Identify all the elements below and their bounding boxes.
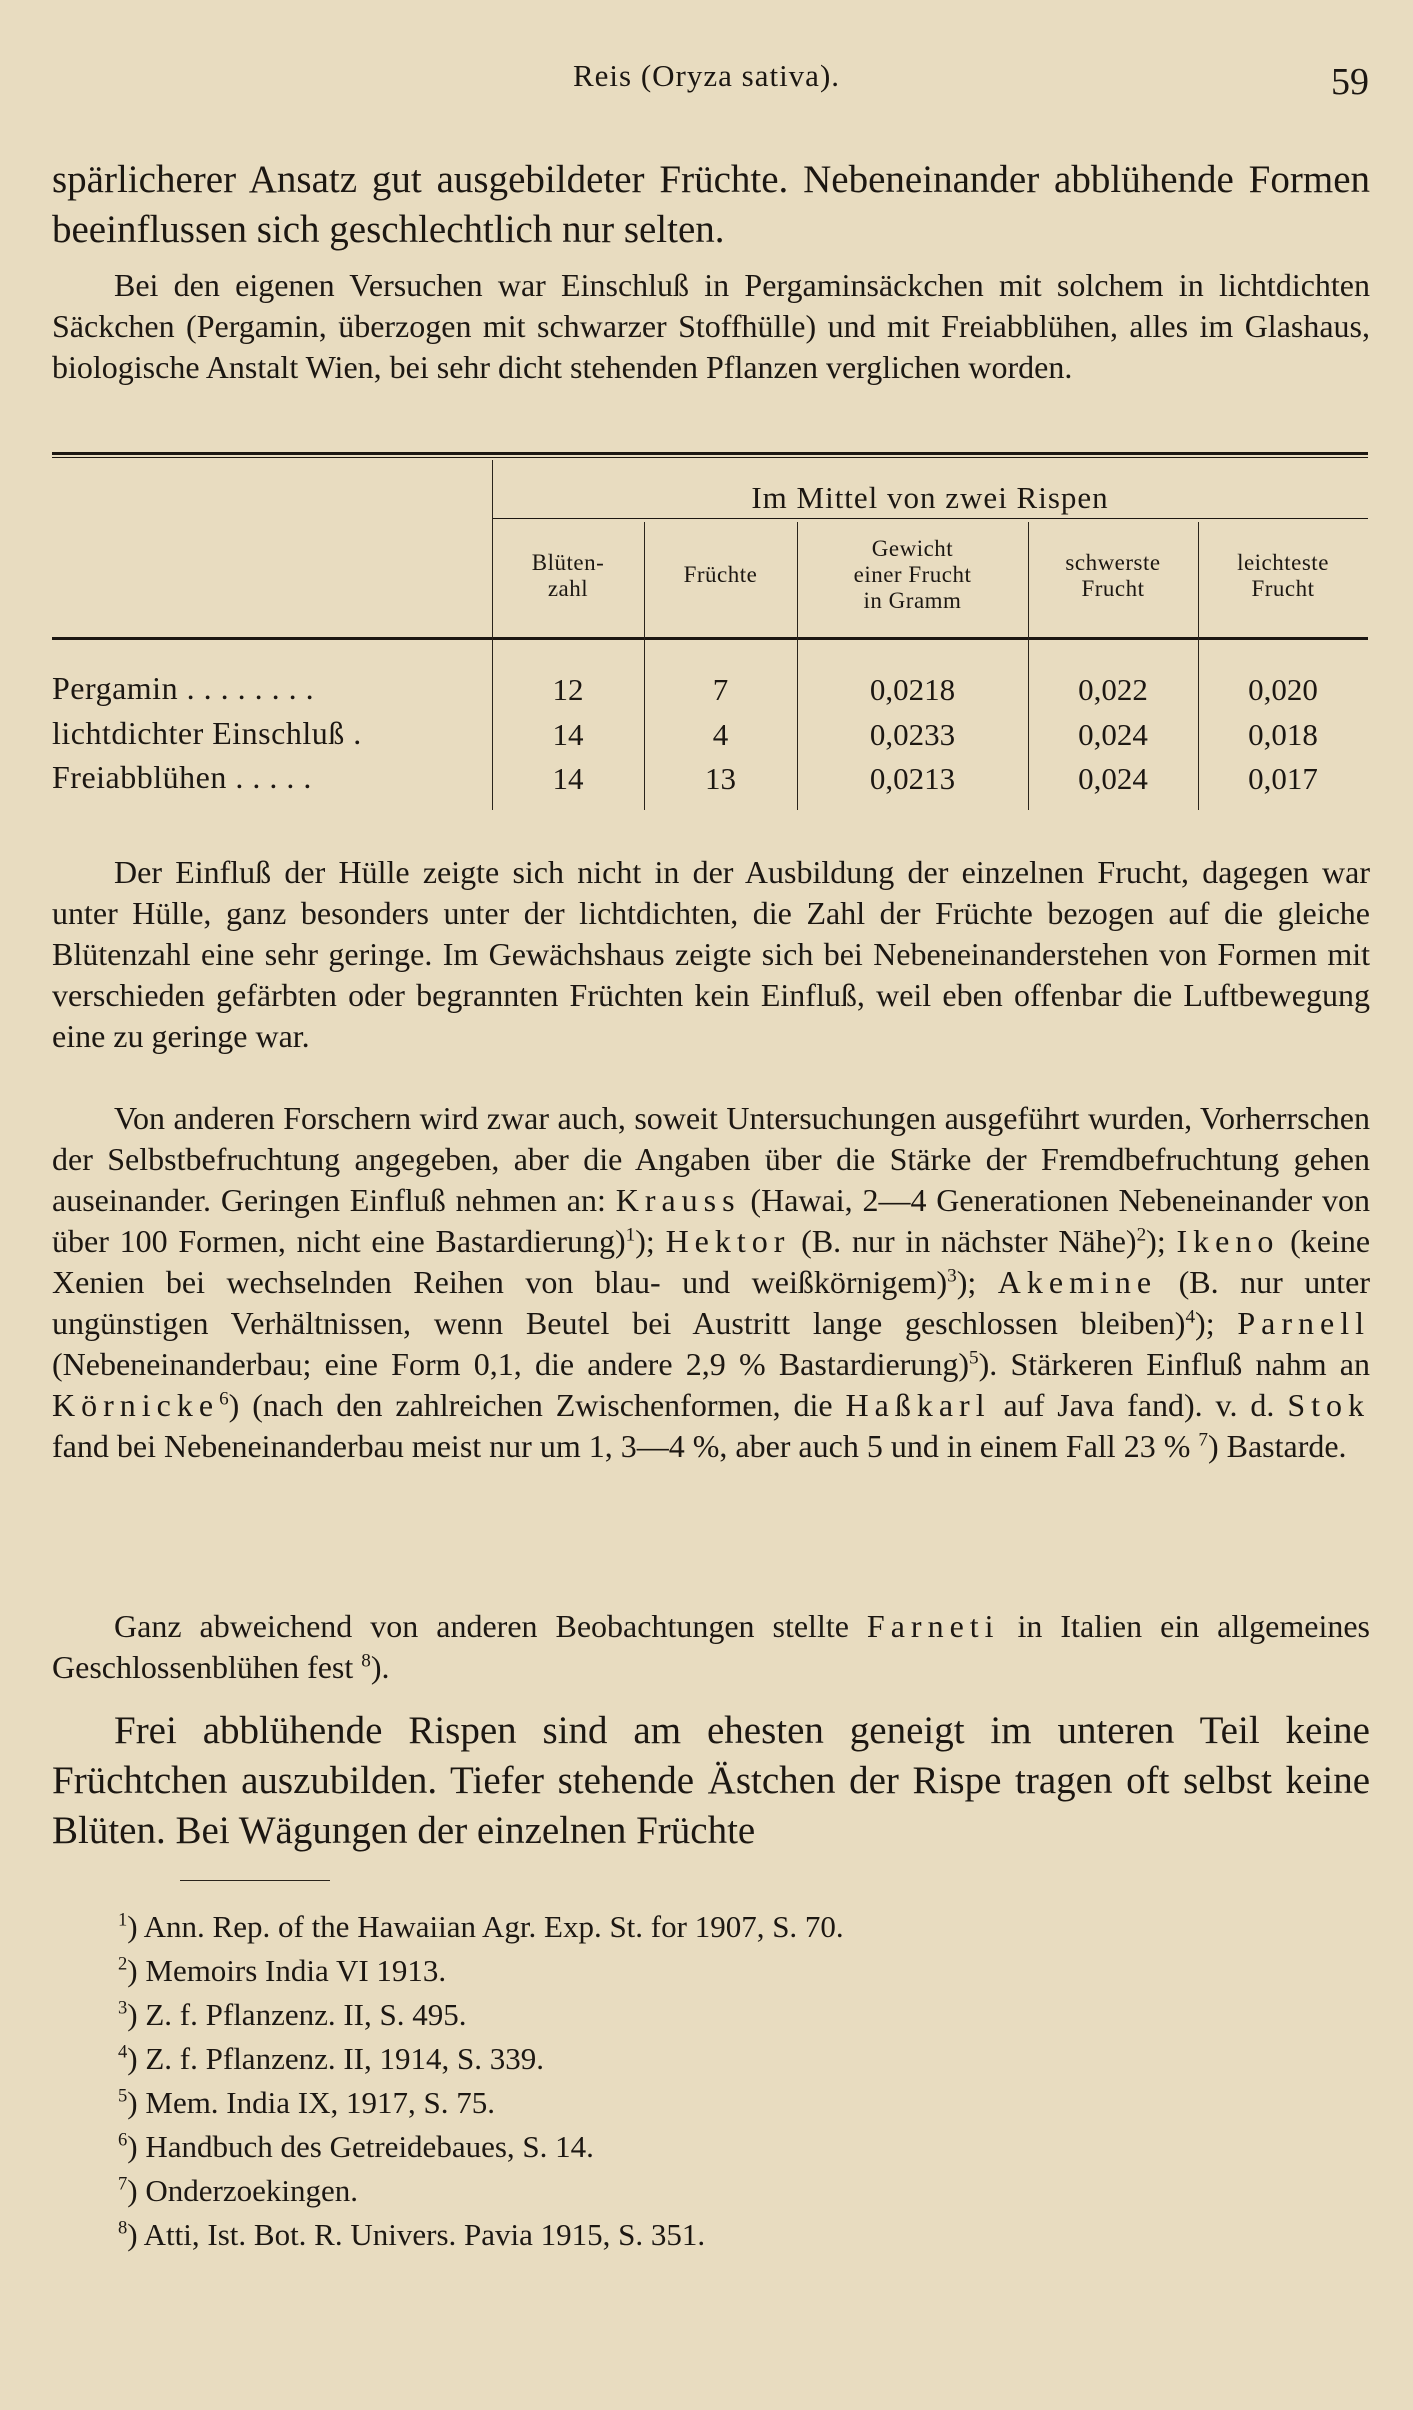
- author-name: Hektor: [665, 1223, 791, 1259]
- footnote-ref: 4: [1185, 1306, 1196, 1328]
- footnote: $^1$) Ann. Rep. of the Hawaiian Agr. Exp. St. for 1907, S. 70.: [118, 1909, 844, 1944]
- table-cell: 0,0218: [869, 672, 956, 707]
- table-cell: 14: [552, 761, 584, 796]
- method-paragraph: Bei den eigenen Versuchen war Einschluß in Pergaminsäckchen mit solchem in lichtdichten Säckchen (Pergamin, überzogen mit schwarzer Stoffhülle) und mit Freiabblühen, alles im Glashaus, biologische Anstalt Wien, bei sehr dicht stehenden Pflanzen verglichen worden.: [52, 267, 1370, 385]
- col-header-leichteste: leichteste Frucht: [1237, 550, 1329, 601]
- author-name: Stok: [1287, 1387, 1370, 1423]
- footnotes: [118, 1905, 844, 2257]
- footnote: $^8$) Atti, Ist. Bot. R. Univers. Pavia 1915, S. 351.: [118, 2217, 706, 2252]
- footnote-ref: 5: [968, 1347, 979, 1369]
- footnote: $^4$) Z. f. Pflanzenz. II, 1914, S. 339.: [118, 2041, 544, 2076]
- group-header: Im Mittel von zwei Rispen: [751, 480, 1109, 515]
- table-cell: 4: [712, 717, 729, 752]
- table-top-rule-thin: [52, 457, 1368, 458]
- group-header-rule: [492, 518, 1368, 519]
- intro-paragraph: spärlicherer Ansatz gut ausgebildeter Früchte. Nebeneinander abblühende Formen beeinflussen sich geschlechtlich nur selten.: [52, 158, 1370, 251]
- page-header: [0, 58, 1413, 108]
- footnote-rule: [180, 1880, 330, 1881]
- table-cell: 0,024: [1078, 717, 1148, 752]
- row-label-lichtdicht: lichtdichter Einschluß .: [52, 715, 362, 751]
- author-name: Akemine: [997, 1264, 1158, 1300]
- author-name: Parnell: [1237, 1305, 1371, 1341]
- footnote: $^2$) Memoirs India VI 1913.: [118, 1953, 447, 1988]
- col-header-gewicht: Gewicht einer Frucht in Gramm: [853, 536, 972, 613]
- table-cell: 7: [712, 672, 729, 707]
- table-top-rule: [52, 452, 1368, 455]
- footnote: $^7$) Onderzoekingen.: [118, 2173, 358, 2208]
- table-cell: 0,017: [1248, 761, 1318, 796]
- table-cell: 0,0213: [869, 761, 956, 796]
- author-name: Krauss: [615, 1182, 741, 1218]
- forscher-paragraph: Von anderen Forschern wird zwar auch, soweit Untersuchungen ausgeführt wurden, Vorherrschen der Selbstbefruchtung angegeben, aber die Angaben über die Stärke der Fremdbefruchtung gehen auseinander. Geringen Einfluß nehmen an: Krauss (Hawai, 2—4 Generationen Nebeneinander von über 100 Formen, nicht eine Bastardierung)$^1$); Hektor (B. nur in nächster Nähe)$^2$); Ikeno (keine Xenien bei wechselnden Reihen von blau- und weißkörnigem)$^3$); Akemine (B. nur unter ungünstigen Verhältnissen, wenn Beutel bei Austritt lange geschlossen bleiben)$^4$); Parnell (Nebeneinanderbau; eine Form 0,1, die andere 2,9 % Bastardierung)$^5$). Stärkeren Einfluß nahm an Körnicke$^6$) (nach den zahlreichen Zwischenformen, die Haßkarl auf Java fand). v. d. Stok fand bei Nebeneinanderbau meist nur um 1, 3—4 %, aber auch 5 und in einem Fall 23 % $^7$) Bastarde.: [52, 1100, 1371, 1464]
- col-header-fruechte: Früchte: [683, 562, 758, 587]
- author-name: Körnicke: [52, 1387, 220, 1423]
- author-name: Haßkarl: [845, 1387, 991, 1423]
- table-cell: 13: [705, 761, 736, 796]
- table-cell: 12: [552, 672, 584, 707]
- author-name: Farneti: [866, 1608, 1000, 1644]
- table-cell: 0,020: [1248, 672, 1318, 707]
- footnote-ref: 6: [219, 1388, 229, 1410]
- einfluss-paragraph: Der Einfluß der Hülle zeigte sich nicht in der Ausbildung der einzelnen Frucht, dagegen war unter Hülle, ganz besonders unter der lichtdichten, die Zahl der Früchte bezogen auf die gleiche Blütenzahl eine sehr geringe. Im Gewächshaus zeigte sich bei Nebeneinanderstehen von Formen mit verschieden gefärbten oder begrannten Früchten kein Einfluß, weil eben offenbar die Luftbewegung eine zu geringe war.: [52, 854, 1370, 1054]
- row-label-freiabbluehen: Freiabblühen . . . . .: [52, 759, 312, 795]
- footnote: $^6$) Handbuch des Getreidebaues, S. 14.: [118, 2129, 594, 2164]
- footnote-ref: 7: [1198, 1429, 1208, 1451]
- row-label-pergamin: Pergamin . . . . . . . .: [52, 670, 315, 706]
- table-cell: 0,018: [1248, 717, 1318, 752]
- results-table: [52, 452, 1368, 812]
- header-bottom-rule: [52, 637, 1368, 640]
- table-cell: 14: [552, 717, 584, 752]
- footnote-ref: 2: [1136, 1224, 1147, 1246]
- footnote: $^3$) Z. f. Pflanzenz. II, S. 495.: [118, 1997, 467, 2032]
- author-name: Ikeno: [1176, 1223, 1280, 1259]
- footnote-ref: 1: [625, 1224, 636, 1246]
- col-header-bluetenzahl: Blüten- zahl: [531, 550, 605, 601]
- footnote-ref: 3: [947, 1265, 957, 1287]
- footnote: $^5$) Mem. India IX, 1917, S. 75.: [118, 2085, 495, 2120]
- col-header-schwerste: schwerste Frucht: [1065, 550, 1161, 601]
- footnote-ref: 8: [361, 1650, 371, 1672]
- farneti-paragraph: Ganz abweichend von anderen Beobachtungen stellte Farneti in Italien ein allgemeines Geschlossenblühen fest $^8$).: [52, 1608, 1371, 1685]
- running-title: Reis (Oryza sativa).: [572, 58, 841, 93]
- table-cell: 0,022: [1078, 672, 1148, 707]
- page-number: 59: [1331, 61, 1369, 103]
- table-cell: 0,024: [1078, 761, 1148, 796]
- table-cell: 0,0233: [869, 717, 956, 752]
- frei-paragraph: Frei abblühende Rispen sind am ehesten geneigt im unteren Teil keine Früchtchen auszubilden. Tiefer stehende Ästchen der Rispe tragen oft selbst keine Blüten. Bei Wägungen der einzelnen Früchte: [52, 1709, 1370, 1852]
